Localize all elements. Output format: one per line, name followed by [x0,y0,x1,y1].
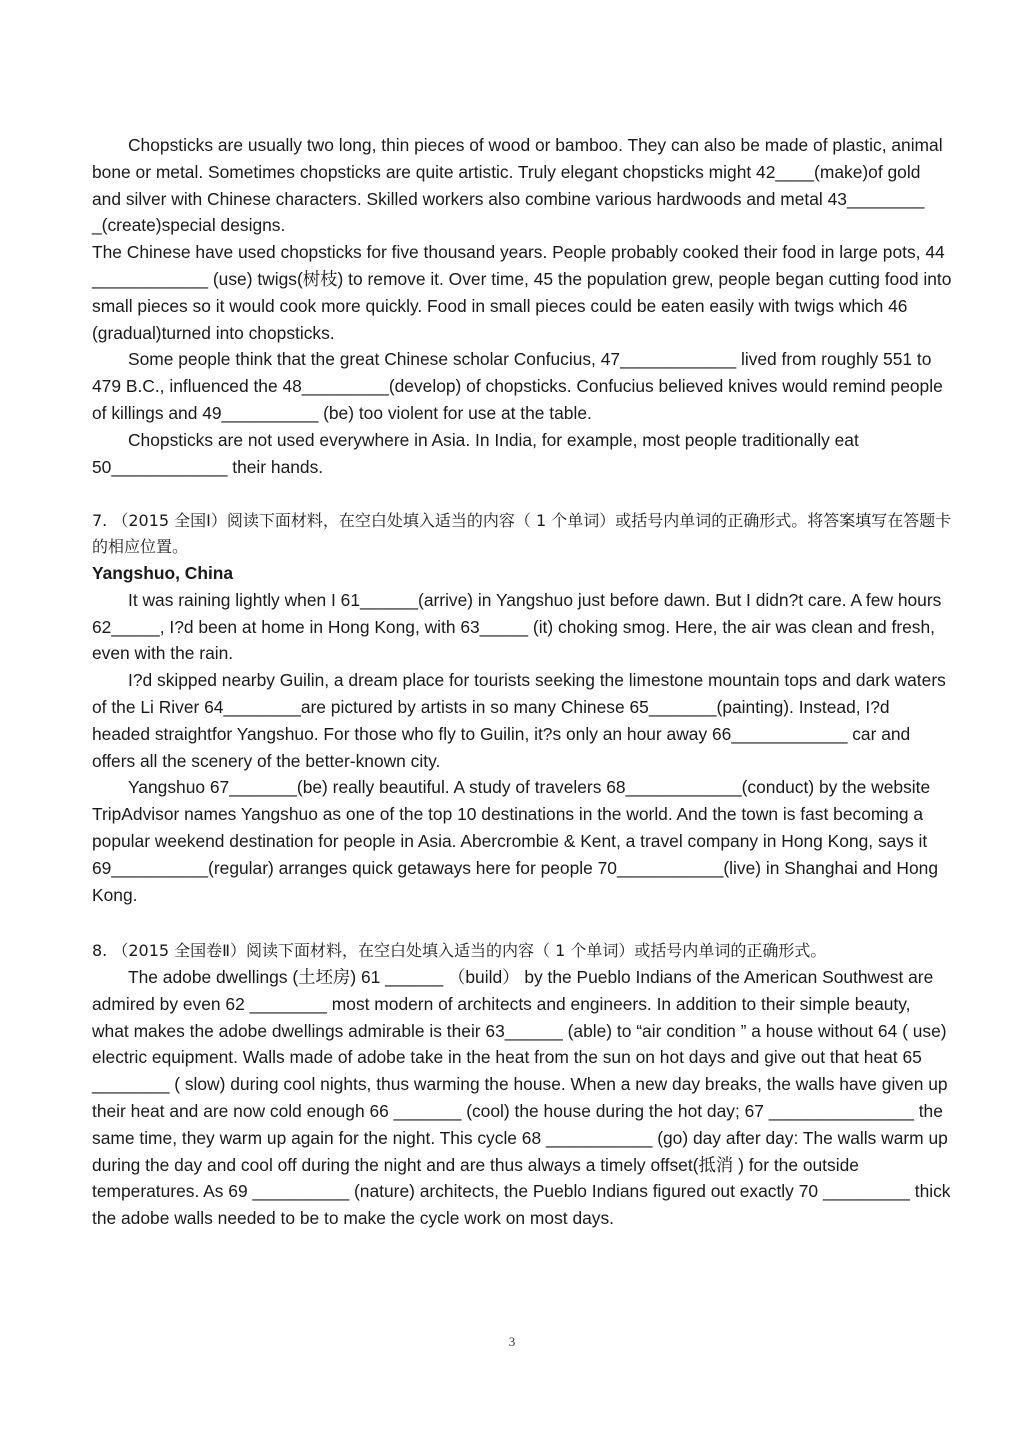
question-heading: 7. （2015 全国Ⅰ）阅读下面材料，在空白处填入适当的内容（ 1 个单词）或括号内单词的正确形式。将答案填写在答题卡的相应位置。 [92,511,952,556]
paragraph: The Chinese have used chopsticks for five thousand years. People probably cooked their food in large pots, 44 ____________ (use) twigs(树枝) to remove it. Over time, 45 the population grew, people began cutting food into small pieces so it would cook more quickly. Food in small pieces could be eaten easily with twigs which 46 (gradual)turned into chopsticks. [92,242,952,343]
paragraph: Chopsticks are usually two long, thin pieces of wood or bamboo. They can also be made of plastic, animal bone or metal. Sometimes chopsticks are quite artistic. Truly elegant chopsticks might 42____(make)of gold and silver with Chinese characters. Skilled workers also combine various hardwoods and metal 43________ _(create)special designs. [92,135,943,236]
passage-title: Yangshuo, China [92,563,234,583]
paragraph: The adobe dwellings (土坯房) 61 ______ （build） by the Pueblo Indians of the American Southwest are admired by even 62 ________ most modern of architects and engineers. In addition to their simple beauty, what makes the adobe dwellings admirable is their 63______ (able) to “air condition ” a house without 64 ( use) electric equipment. Walls made of adobe take in the heat from the sun on hot days and give out that heat 65 ________ ( slow) during cool nights, thus warming the house. When a new day breaks, the walls have given up their heat and are now cold enough 66 _______ (cool) the house during the hot day; 67 _______________ the same time, they warm up again for the night. This cycle 68 ___________ (go) day after day: The walls warm up during the day and cool off during the night and are thus always a timely offset(抵消 ) for the outside temperatures. As 69 __________ (nature) architects, the Pueblo Indians figured out exactly 70 _________ thick the adobe walls needed to be to make the cycle work on most days. [92,967,951,1229]
page-number: 3 [508,1334,516,1349]
paragraph: Some people think that the great Chinese scholar Confucius, 47____________ lived from roughly 551 to 479 B.C., influenced the 48_________(develop) of chopsticks. Confucius believed knives would remind people of killings and 49__________ (be) too violent for use at the table. [92,349,943,423]
question-7 [92,508,952,908]
question-8 [92,938,952,1232]
paragraph: I?d skipped nearby Guilin, a dream place for tourists seeking the limestone mountain tops and dark waters of the Li River 64________are pictured by artists in so many Chinese 65_______(painting). Instead, I?d headed straightfor Yangshuo. For those who fly to Guilin, it?s only an hour away 66____________ car and offers all the scenery of the better-known city. [92,670,946,771]
passage-chopsticks [92,132,952,480]
paragraph: Chopsticks are not used everywhere in Asia. In India, for example, most people traditionally eat 50____________ their hands. [92,429,859,477]
paragraph: Yangshuo 67_______(be) really beautiful. A study of travelers 68____________(conduct) by the website TripAdvisor names Yangshuo as one of the top 10 destinations in the world. And the town is fast becoming a popular weekend destination for people in Asia. Abercrombie & Kent, a travel company in Hong Kong, says it 69__________(regular) arranges quick getaways here for people 70___________(live) in Shanghai and Hong Kong. [92,777,938,905]
paragraph: It was raining lightly when I 61______(arrive) in Yangshuo just before dawn. But I didn?t care. A few hours 62_____, I?d been at home in Hong Kong, with 63_____ (it) choking smog. Here, the air was clean and fresh, even with the rain. [92,589,942,664]
question-heading: 8. （2015 全国卷Ⅱ）阅读下面材料，在空白处填入适当的内容（ 1 个单词）或括号内单词的正确形式。 [92,941,827,960]
